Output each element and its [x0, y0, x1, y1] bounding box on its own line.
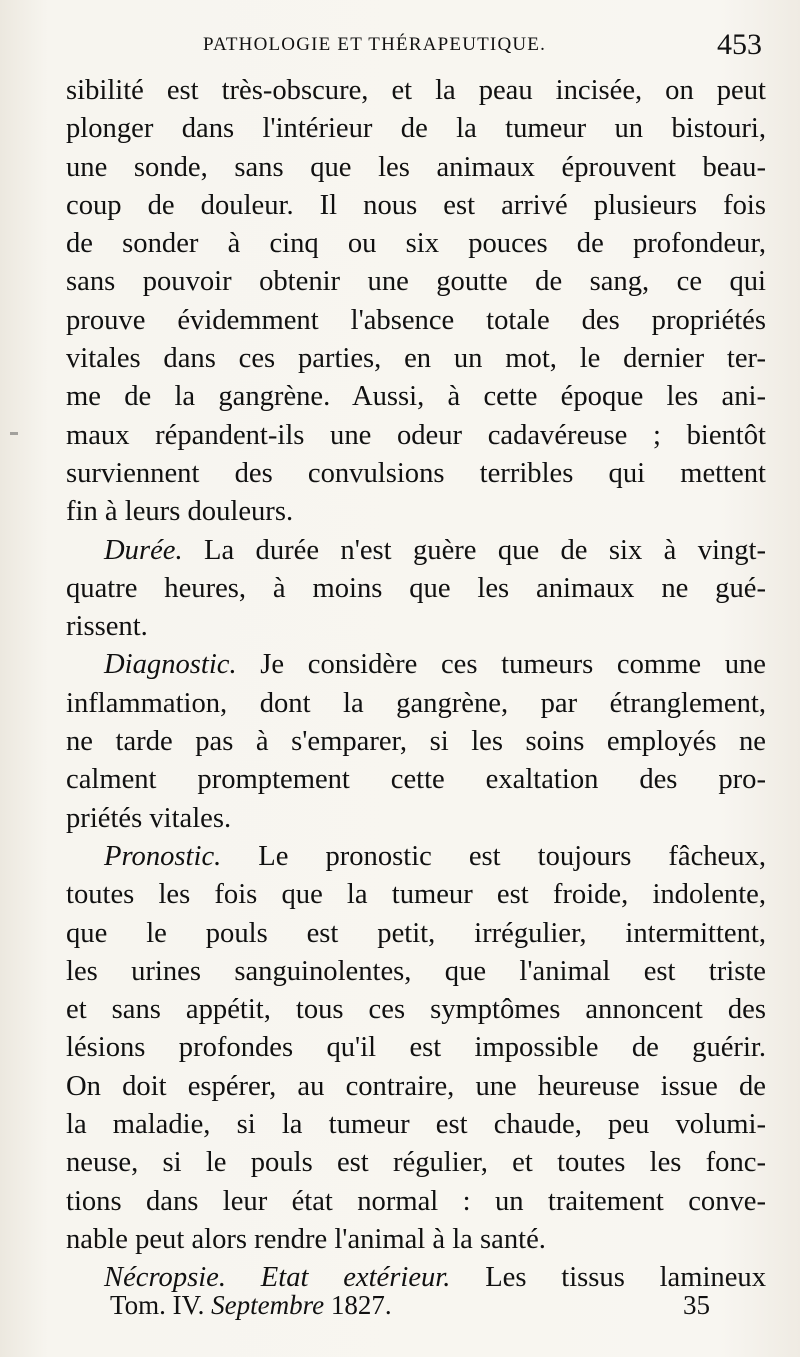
text-line: une sonde, sans que les animaux éprouvent beau-	[66, 151, 766, 183]
section-heading: Nécropsie. Etat extérieur.	[104, 1262, 451, 1294]
margin-mark	[10, 432, 18, 435]
text-line: Durée. La durée n'est guère que de six à vingt-	[104, 534, 766, 566]
text-line: sans pouvoir obtenir une goutte de sang, ce qui	[66, 266, 766, 298]
text-line: les urines sanguinolentes, que l'animal est triste	[66, 955, 766, 987]
volume-label: Tom. IV.	[110, 1290, 205, 1320]
section-heading: Pronostic.	[104, 840, 222, 872]
text-line: fin à leurs douleurs.	[66, 496, 294, 528]
month-label: Septembre	[211, 1290, 325, 1320]
text-line: quatre heures, à moins que les animaux ne gué-	[66, 572, 766, 604]
text-line: toutes les fois que la tumeur est froide, indolente,	[66, 879, 766, 911]
text-line: prouve évidemment l'absence totale des propriétés	[66, 304, 766, 336]
text-line: Diagnostic. Je considère ces tumeurs comme une	[104, 649, 766, 681]
page-header	[60, 28, 770, 68]
text-line: surviennent des convulsions terribles qui mettent	[66, 457, 766, 489]
text-line: plonger dans l'intérieur de la tumeur un bistouri,	[66, 113, 766, 145]
gathering-number: 35	[683, 1290, 710, 1320]
text-line: neuse, si le pouls est régulier, et toutes les fonc-	[66, 1147, 766, 1179]
text-line: On doit espérer, au contraire, une heureuse issue de	[66, 1070, 766, 1102]
signature-mark	[110, 1290, 392, 1321]
text-line: tions dans leur état normal : un traitement conve-	[66, 1185, 766, 1217]
text-line: ne tarde pas à s'emparer, si les soins employés ne	[66, 726, 766, 758]
text-line: de sonder à cinq ou six pouces de profondeur,	[66, 228, 766, 260]
text-line: Nécropsie. Etat extérieur. Les tissus lamineux	[104, 1262, 766, 1294]
page-number: 453	[717, 28, 762, 61]
text-line: Pronostic. Le pronostic est toujours fâcheux,	[104, 840, 766, 872]
text-line: que le pouls est petit, irrégulier, intermittent,	[66, 917, 766, 949]
text-line: nable peut alors rendre l'animal à la santé.	[66, 1223, 546, 1255]
text-line: lésions profondes qu'il est impossible de guérir.	[66, 1032, 766, 1064]
text-line: priétés vitales.	[66, 802, 232, 834]
text-line: vitales dans ces parties, en un mot, le dernier ter-	[66, 343, 766, 375]
text-line: me de la gangrène. Aussi, à cette époque les ani-	[66, 381, 766, 413]
text-line: calment promptement cette exaltation des pro-	[66, 764, 766, 796]
page-footer	[110, 1290, 710, 1330]
section-heading: Durée.	[104, 534, 183, 566]
text-line: et sans appétit, tous ces symptômes annoncent des	[66, 994, 766, 1026]
running-title: PATHOLOGIE ET THÉRAPEUTIQUE.	[203, 34, 547, 55]
year-label: 1827.	[330, 1290, 392, 1320]
text-line: inflammation, dont la gangrène, par étranglement,	[66, 687, 766, 719]
text-line: sibilité est très-obscure, et la peau incisée, on peut	[66, 75, 766, 106]
text-line: coup de douleur. Il nous est arrivé plusieurs fois	[66, 189, 766, 221]
section-heading: Diagnostic.	[104, 649, 237, 681]
text-line: maux répandent-ils une odeur cadavéreuse ; bientôt	[66, 419, 766, 451]
text-line: rissent.	[66, 611, 148, 643]
body-text	[66, 72, 766, 1298]
text-line: la maladie, si la tumeur est chaude, peu volumi-	[66, 1109, 766, 1141]
